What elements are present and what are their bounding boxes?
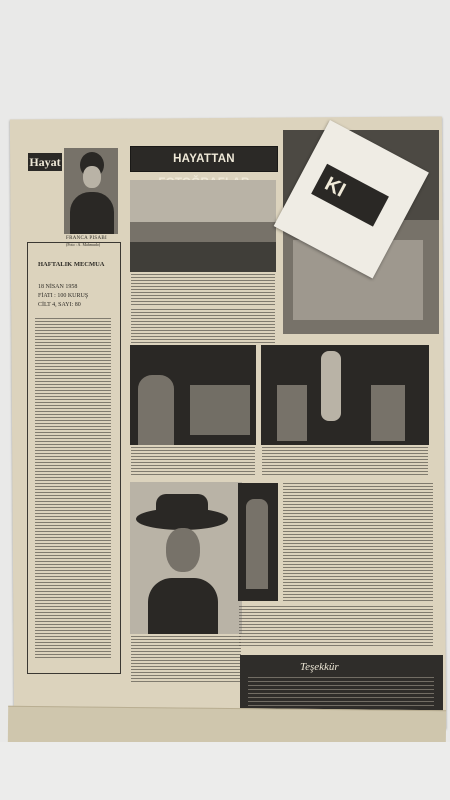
crowd-balloons-photo	[130, 180, 276, 272]
thanks-box	[240, 655, 443, 713]
article-text-top	[131, 309, 275, 343]
hat-caption	[131, 636, 241, 682]
masthead-price: FİATI : 100 KURUŞ	[38, 293, 89, 299]
thanks-text	[248, 677, 434, 707]
thanks-title: Teşekkür	[300, 661, 339, 673]
fisherman-caption	[239, 606, 433, 648]
masthead-date: 18 NİSAN 1958	[38, 284, 78, 290]
crowd-portrait-photo	[130, 345, 256, 445]
cover-portrait-photo	[64, 148, 118, 234]
festival-photo	[261, 345, 429, 445]
masthead-credits-text	[35, 318, 111, 658]
masthead-name: HAFTALIK MECMUA	[38, 261, 105, 268]
balloons-caption	[131, 274, 275, 306]
masthead-volume: CİLT 4, SAYI: 80	[38, 302, 81, 308]
fisherman-photo	[238, 483, 278, 601]
festival-caption	[262, 447, 428, 477]
clipping-corner: KI	[274, 120, 429, 279]
cover-caption: FRANCA PISABI	[66, 236, 107, 241]
section-banner	[130, 146, 278, 172]
cover-credit: (Foto : A. Mahmudo)	[66, 242, 101, 247]
hayat-logo: Hayat	[29, 155, 61, 169]
crowd-caption	[131, 447, 255, 475]
section-title: HAYATTAN	[173, 153, 235, 165]
article-text-bottom	[283, 483, 433, 601]
table-surface	[0, 742, 450, 800]
hat-portrait-photo	[130, 482, 242, 634]
